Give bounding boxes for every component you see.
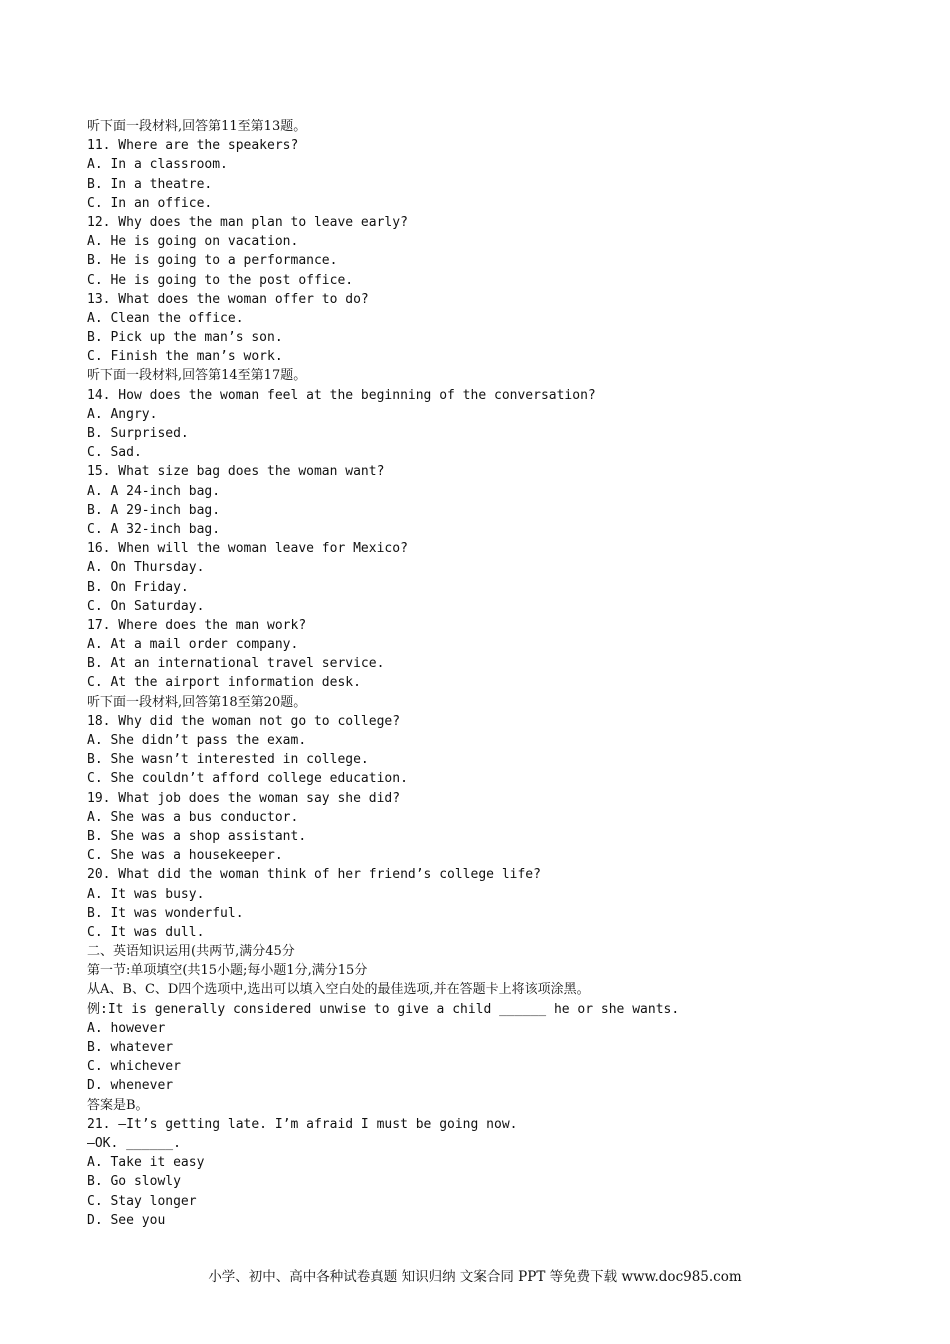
question-text: 18. Why did the woman not go to college? bbox=[87, 713, 401, 729]
section-heading: 从A、B、C、D四个选项中,选出可以填入空白处的最佳选项,并在答题卡上将该项涂黑。 bbox=[87, 982, 590, 998]
answer-option: B. A 29-inch bag. bbox=[87, 502, 221, 518]
question-text: 17. Where does the man work? bbox=[87, 617, 307, 633]
answer-option: C. He is going to the post office. bbox=[87, 272, 354, 288]
section-heading: 听下面一段材料,回答第14至第17题。 bbox=[87, 368, 307, 384]
question-text: —OK. ______. bbox=[87, 1135, 181, 1151]
answer-option: B. whatever bbox=[87, 1040, 174, 1055]
section-heading: 听下面一段材料,回答第18至第20题。 bbox=[87, 694, 307, 710]
answer-option: A. Take it easy bbox=[87, 1155, 205, 1171]
answer-option: C. Stay longer bbox=[87, 1193, 197, 1209]
answer-option: C. whichever bbox=[87, 1059, 181, 1075]
answer-option: C. She couldn’t afford college education. bbox=[87, 771, 408, 787]
section-heading: 听下面一段材料,回答第11至第13题。 bbox=[87, 119, 307, 134]
question-text: 14. How does the woman feel at the beginning of the conversation? bbox=[87, 387, 596, 403]
answer-option: A. however bbox=[87, 1020, 166, 1036]
section-heading: 二、英语知识运用(共两节,满分45分 bbox=[87, 944, 295, 960]
answer-option: A. Angry. bbox=[87, 406, 158, 422]
answer-option: A. He is going on vacation. bbox=[87, 234, 299, 250]
answer-option: C. At the airport information desk. bbox=[87, 675, 361, 691]
question-text: 20. What did the woman think of her friend’s college life? bbox=[87, 867, 541, 883]
answer-option: C. Sad. bbox=[87, 445, 142, 461]
question-text: 11. Where are the speakers? bbox=[87, 138, 299, 154]
answer-option: A. At a mail order company. bbox=[87, 637, 299, 653]
answer-option: C. A 32-inch bag. bbox=[87, 521, 221, 537]
answer-option: B. Go slowly bbox=[87, 1174, 181, 1190]
answer-option: A. In a classroom. bbox=[87, 157, 228, 173]
answer-option: D. whenever bbox=[87, 1078, 174, 1094]
answer-option: A. She was a bus conductor. bbox=[87, 809, 299, 825]
answer-option: B. He is going to a performance. bbox=[87, 253, 338, 269]
answer-option: B. At an international travel service. bbox=[87, 656, 385, 672]
answer-option: B. She was a shop assistant. bbox=[87, 828, 307, 844]
answer-option: C. In an office. bbox=[87, 195, 213, 211]
answer-option: B. On Friday. bbox=[87, 579, 189, 595]
answer-option: A. It was busy. bbox=[87, 886, 205, 902]
answer-option: D. See you bbox=[87, 1212, 166, 1228]
section-heading: 答案是B。 bbox=[87, 1097, 149, 1113]
answer-option: C. On Saturday. bbox=[87, 598, 205, 614]
answer-option: C. Finish the man’s work. bbox=[87, 349, 283, 365]
document-body bbox=[87, 117, 927, 1230]
answer-option: A. On Thursday. bbox=[87, 560, 205, 576]
answer-option: A. Clean the office. bbox=[87, 310, 244, 326]
question-text: 12. Why does the man plan to leave early? bbox=[87, 214, 408, 230]
question-text: 13. What does the woman offer to do? bbox=[87, 291, 369, 307]
answer-option: A. A 24-inch bag. bbox=[87, 483, 221, 499]
question-text: 16. When will the woman leave for Mexico? bbox=[87, 541, 408, 557]
answer-option: C. She was a housekeeper. bbox=[87, 848, 283, 864]
question-text: 19. What job does the woman say she did? bbox=[87, 790, 401, 806]
section-heading: 第一节:单项填空(共15小题;每小题1分,满分15分 bbox=[87, 963, 368, 979]
answer-option: B. Pick up the man’s son. bbox=[87, 330, 283, 346]
question-text: 例:It is generally considered unwise to give a child ______ he or she wants. bbox=[87, 1001, 680, 1017]
question-text: 15. What size bag does the woman want? bbox=[87, 464, 385, 480]
question-text: 21. —It’s getting late. I’m afraid I must be going now. bbox=[87, 1116, 518, 1132]
page-footer: 小学、初中、高中各种试卷真题 知识归纳 文案合同 PPT 等免费下载 www.doc985.com bbox=[208, 1269, 742, 1285]
answer-option: B. It was wonderful. bbox=[87, 905, 244, 921]
answer-option: C. It was dull. bbox=[87, 924, 205, 940]
answer-option: A. She didn’t pass the exam. bbox=[87, 733, 307, 748]
answer-option: B. Surprised. bbox=[87, 426, 189, 441]
answer-option: B. In a theatre. bbox=[87, 176, 213, 192]
answer-option: B. She wasn’t interested in college. bbox=[87, 752, 369, 768]
